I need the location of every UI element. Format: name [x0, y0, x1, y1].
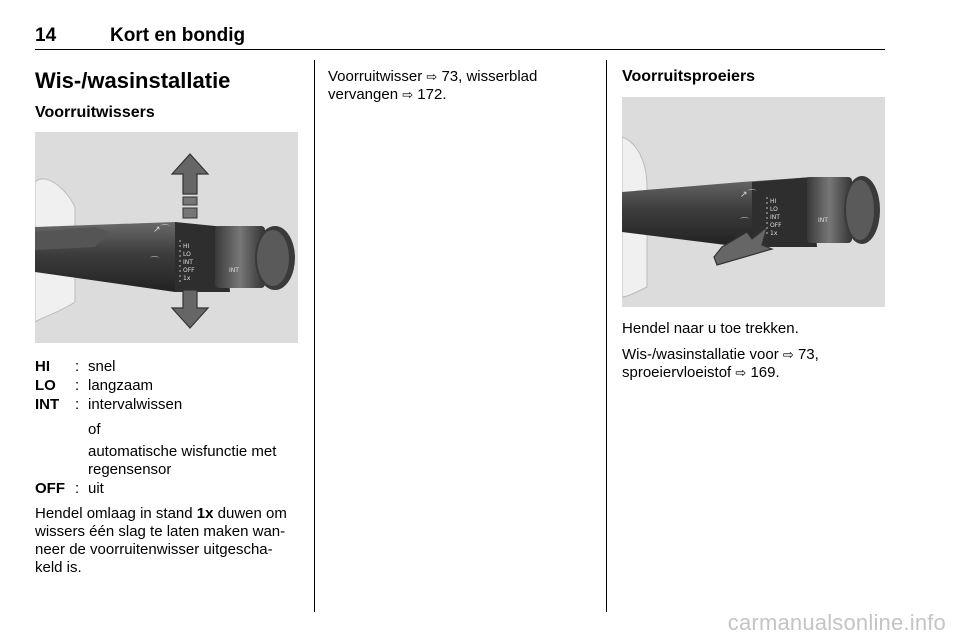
def-term-int: INT: [35, 396, 60, 413]
wiper-stalk-up-down-image: [35, 132, 298, 343]
stalk-label-1x: 1x: [770, 230, 778, 237]
header-rule: [35, 49, 885, 50]
page-link-172[interactable]: 172: [417, 86, 443, 103]
page-link-73[interactable]: 73: [441, 68, 459, 85]
svg-text:⌒: ⌒: [150, 257, 160, 267]
def-sep: :: [75, 377, 80, 394]
section-title: Kort en bondig: [110, 25, 246, 46]
subheading-wipers: Voorruitwissers: [35, 104, 155, 121]
ring-label-int: INT: [229, 267, 239, 274]
stalk-label-lo: LO: [770, 206, 778, 213]
para-text: Hendel omlaag in stand: [35, 505, 197, 522]
page-link-169[interactable]: 169: [750, 364, 776, 381]
ref-text: , wisserblad: [458, 68, 538, 85]
def-desc-auto-line1: automatische wisfunctie met: [88, 443, 277, 460]
svg-text:↗⌒: ↗⌒: [153, 225, 170, 235]
def-term-lo: LO: [35, 377, 56, 394]
wiper-reference-text: [328, 68, 598, 104]
svg-text:↗⌒: ↗⌒: [740, 190, 757, 200]
stalk-label-int: INT: [183, 259, 193, 266]
column-divider-right: [606, 60, 607, 612]
stalk-label-int: INT: [770, 214, 780, 221]
def-desc-lo: langzaam: [88, 377, 154, 394]
stalk-label-hi: HI: [183, 243, 190, 250]
def-desc-hi: snel: [88, 358, 116, 375]
def-desc-int: intervalwissen: [88, 396, 183, 413]
ref-text: vervangen: [328, 86, 403, 103]
def-desc-auto-line2: regensensor: [88, 461, 172, 478]
stalk-label-1x: 1x: [183, 275, 191, 282]
ring-label-int: INT: [818, 217, 828, 224]
ref-text: .: [775, 364, 780, 381]
single-wipe-paragraph: [35, 505, 307, 577]
def-sep: :: [75, 358, 80, 375]
def-term-hi: HI: [35, 358, 50, 375]
para-text: duwen om: [213, 505, 287, 522]
def-sep: :: [75, 396, 80, 413]
watermark: carmanualsonline.info: [727, 610, 946, 635]
para-line: wissers één slag te laten maken wan-: [35, 523, 286, 540]
def-desc-or: of: [88, 421, 101, 438]
page-reference-arrow-icon: ⇨: [782, 347, 794, 362]
pull-lever-text: Hendel naar u toe trekken.: [622, 320, 799, 337]
ref-text: Wis-/wasinstallatie voor: [622, 346, 783, 363]
page-reference-arrow-icon: ⇨: [735, 365, 747, 380]
ref-text: sproeiervloeistof: [622, 364, 736, 381]
wiper-stalk-pull-image: [622, 97, 885, 307]
page-link-73[interactable]: 73: [797, 346, 815, 363]
ref-text: .: [442, 86, 447, 103]
stalk-label-off: OFF: [770, 222, 782, 229]
def-term-off: OFF: [35, 480, 65, 497]
stalk-label-lo: LO: [183, 251, 191, 258]
para-line: neer de voorruitenwisser uitgescha-: [35, 541, 273, 558]
def-sep: :: [75, 480, 80, 497]
section-heading: Wis-/wasinstallatie: [35, 68, 231, 93]
para-bold-1x: 1x: [196, 505, 214, 522]
ref-text: ,: [814, 346, 819, 363]
page-number: 14: [35, 25, 57, 46]
washer-reference-text: [622, 346, 882, 382]
para-line: keld is.: [35, 559, 82, 576]
subheading-washers: Voorruitsproeiers: [622, 68, 756, 85]
page-reference-arrow-icon: ⇨: [402, 87, 414, 102]
svg-text:⌒: ⌒: [740, 218, 750, 228]
column-divider-left: [314, 60, 315, 612]
stalk-label-hi: HI: [770, 198, 777, 205]
ref-text: Voorruitwisser: [328, 68, 427, 85]
def-desc-off: uit: [88, 480, 104, 497]
stalk-label-off: OFF: [183, 267, 195, 274]
page-reference-arrow-icon: ⇨: [426, 69, 438, 84]
